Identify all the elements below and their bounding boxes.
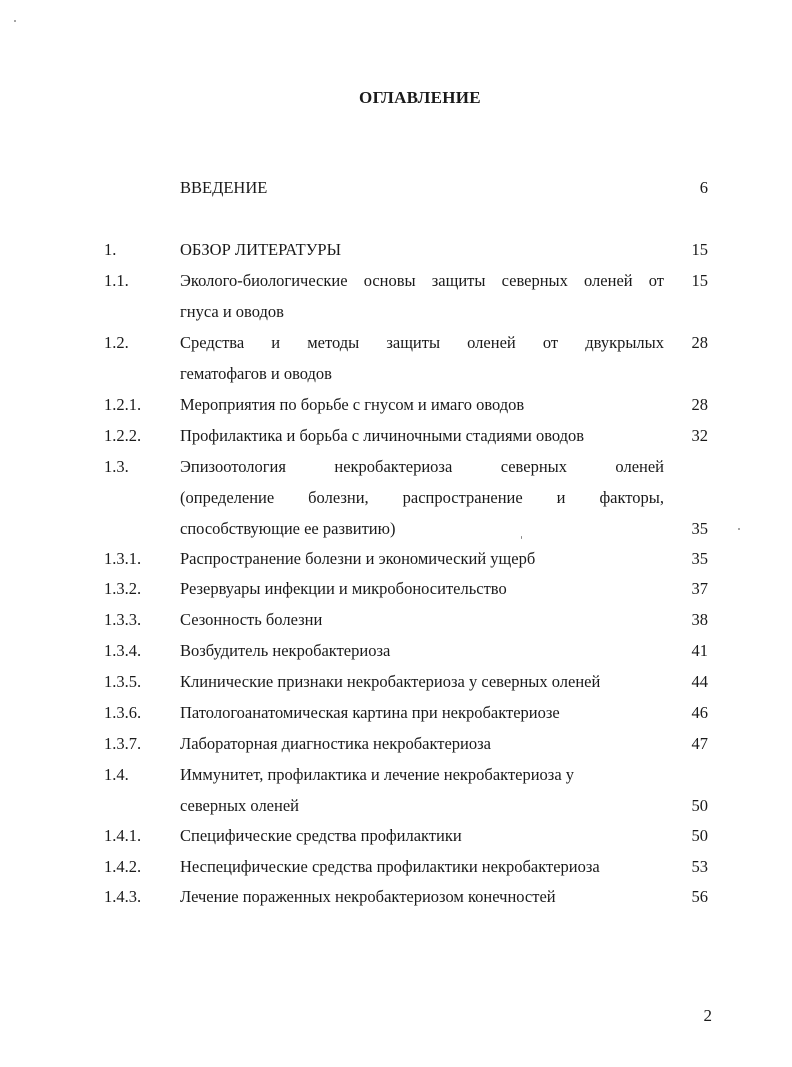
toc-entry-text: Клинические признаки некробактериоза у северных оленей <box>180 672 601 691</box>
toc-entry-page: 35 <box>691 549 708 568</box>
toc-entry-text: Патологоанатомическая картина при некробактериозе <box>180 703 560 722</box>
toc-entry-page: 28 <box>691 333 708 352</box>
scan-speck <box>738 528 740 530</box>
toc-entry-text: Резервуары инфекции и микробоносительство <box>180 579 507 598</box>
toc-entry-number: 1.3.1. <box>104 549 142 568</box>
toc-entry-page: 15 <box>691 271 708 290</box>
toc-entry-text: Сезонность болезни <box>180 610 323 629</box>
toc-entry-page: 50 <box>691 796 708 815</box>
toc-entry-text: северных оленей <box>180 795 299 815</box>
toc-entry-page: 15 <box>691 240 708 259</box>
toc-entry-number: 1.4. <box>104 765 129 784</box>
toc-entry-number: 1.4.2. <box>104 857 142 876</box>
toc-entry-page: 44 <box>691 672 708 691</box>
toc-entry-number: 1.2. <box>104 333 129 352</box>
toc-entry-page: 32 <box>691 426 708 445</box>
toc-entry-text: Профилактика и борьба с личиночными стадиями оводов <box>180 426 585 445</box>
toc-entry-page: 47 <box>691 734 708 753</box>
toc-entry-text: Иммунитет, профилактика и лечение некробактериоза у <box>180 765 575 784</box>
toc-entry-number: 1.3.7. <box>104 734 142 753</box>
document-title: ОГЛАВЛЕНИЕ <box>359 88 481 107</box>
toc-entry-text: Возбудитель некробактериоза <box>180 641 391 660</box>
toc-entry-text: Эпизоотология некробактериоза северных оленей <box>180 457 664 476</box>
toc-entry-number: 1.3.2. <box>104 579 142 598</box>
toc-entry-page: 53 <box>691 857 708 876</box>
toc-entry-page: 38 <box>691 610 708 629</box>
page-number: 2 <box>703 1006 712 1025</box>
toc-entry-text: Специфические средства профилактики <box>180 826 462 845</box>
toc-entry-text: Средства и методы защиты оленей от двукрылых <box>180 333 664 352</box>
toc-entry-text: Мероприятия по борьбе с гнусом и имаго оводов <box>180 395 525 414</box>
toc-entry-page: 35 <box>691 519 708 538</box>
toc-entry-text: Распространение болезни и экономический ущерб <box>180 549 536 568</box>
toc-entry-number: 1.4.1. <box>104 826 142 845</box>
toc-entry-number: 1.4.3. <box>104 887 142 906</box>
scan-speck <box>14 20 16 22</box>
toc-entry-page: 37 <box>691 579 708 598</box>
toc-entry-number: 1.1. <box>104 271 129 290</box>
toc-entry-text: гематофагов и оводов <box>180 363 332 383</box>
toc-entry-text: гнуса и оводов <box>180 301 284 321</box>
toc-entry-number: 1.2.2. <box>104 426 142 445</box>
toc-entry-number: 1.2.1. <box>104 395 142 414</box>
toc-entry-text: Неспецифические средства профилактики некробактериоза <box>180 857 600 876</box>
toc-entry-number: 1.3.6. <box>104 703 142 722</box>
toc-entry-text: Лабораторная диагностика некробактериоза <box>180 734 491 753</box>
toc-entry-text: способствующие ее развитию) <box>180 518 396 538</box>
toc-entry-page: 56 <box>691 887 708 906</box>
toc-entry-number: 1.3.4. <box>104 641 142 660</box>
toc-entry-page: 46 <box>691 703 708 722</box>
scan-speck <box>521 536 522 539</box>
toc-entry-text: (определение болезни, распространение и факторы, <box>180 487 664 507</box>
toc-entry-page: 41 <box>691 641 708 660</box>
toc-entry-number: 1.3. <box>104 457 129 476</box>
toc-entry-page: 50 <box>691 826 708 845</box>
toc-entry-page: 28 <box>691 395 708 414</box>
toc-entry-number: 1.3.3. <box>104 610 142 629</box>
toc-entry-text: ВВЕДЕНИЕ <box>180 178 268 197</box>
toc-entry-text: Лечение пораженных некробактериозом конечностей <box>180 887 556 906</box>
toc-entry-number: 1. <box>104 240 117 259</box>
toc-entry-text: Эколого-биологические основы защиты северных оленей от <box>180 271 664 290</box>
toc-entry-page: 6 <box>699 178 708 197</box>
toc-entry-number: 1.3.5. <box>104 672 142 691</box>
toc-entry-text: ОБЗОР ЛИТЕРАТУРЫ <box>180 240 341 259</box>
